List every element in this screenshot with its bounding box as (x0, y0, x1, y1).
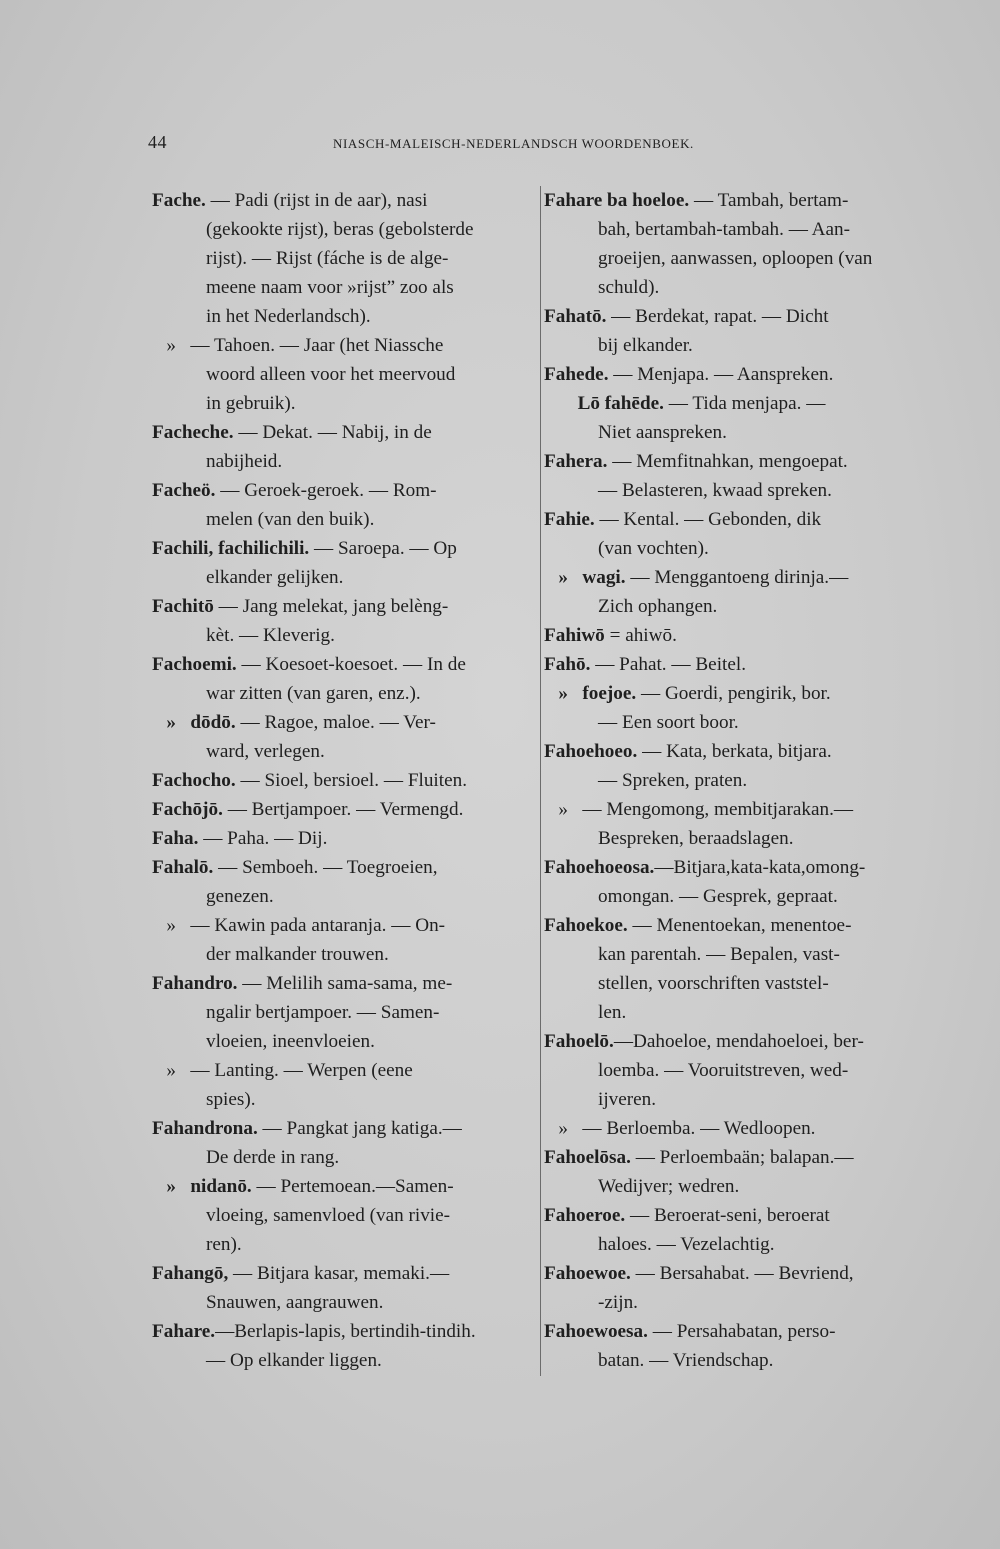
entry-text: — Kental. — Gebonden, dik (594, 509, 822, 530)
headword: Fache. (152, 190, 206, 211)
entry-text: —Berlapis-lapis, bertindih-tindih. (215, 1321, 476, 1342)
entry-line (544, 795, 932, 824)
entry-text: omongan. — Gesprek, gepraat. (598, 886, 838, 907)
entry-line (152, 215, 540, 244)
headword: Fahoelō. (544, 1031, 614, 1052)
entry-line (152, 940, 540, 969)
headword: Fahiwō (544, 625, 605, 646)
entry-line (544, 998, 932, 1027)
entry-text: ward, verlegen. (206, 741, 325, 762)
entry-text: — Belasteren, kwaad spreken. (598, 480, 832, 501)
headword: Fahoewoesa. (544, 1321, 648, 1342)
entry-line (544, 534, 932, 563)
entry-line (544, 737, 932, 766)
entry-text: — Bertjampoer. — Vermengd. (222, 799, 464, 820)
headword: Lō fahēde. (544, 393, 664, 414)
headword: Fahare ba hoeloe. (544, 190, 690, 211)
entry-line (152, 795, 540, 824)
entry-line (544, 1201, 932, 1230)
entry-line (152, 882, 540, 911)
headword: Fahatō. (544, 306, 607, 327)
entry-text: groeijen, aanwassen, oploopen (van (598, 248, 873, 269)
entry-text: — Paha. — Dij. (198, 828, 328, 849)
left-column (152, 186, 540, 1375)
entry-line (152, 1317, 540, 1346)
headword: » foejoe. (544, 683, 637, 704)
entry-line (152, 1027, 540, 1056)
entry-line (152, 505, 540, 534)
entry-text: vloeing, samenvloed (van rivie- (206, 1205, 451, 1226)
entry-line (152, 534, 540, 563)
entry-text: — Padi (rijst in de aar), nasi (205, 190, 428, 211)
entry-text: (gekookte rijst), beras (gebolsterde (206, 219, 474, 240)
entry-text: — Spreken, praten. (598, 770, 748, 791)
entry-text: in gebruik). (206, 393, 296, 414)
entry-line (544, 360, 932, 389)
entry-line (544, 1027, 932, 1056)
entry-text: schuld). (598, 277, 660, 298)
page-number: 44 (148, 132, 167, 152)
entry-text: loemba. — Vooruitstreven, wed- (598, 1060, 849, 1081)
entry-line (152, 679, 540, 708)
entry-text: ngalir bertjampoer. — Samen- (206, 1002, 440, 1023)
entry-text: kan parentah. — Bepalen, vast- (598, 944, 840, 965)
entry-line (152, 737, 540, 766)
entry-line (544, 1346, 932, 1375)
headword: Fahoeroe. (544, 1205, 626, 1226)
headword: Fahoewoe. (544, 1263, 631, 1284)
entry-text: Wedijver; wedren. (598, 1176, 740, 1197)
entry-text: — Perloembaän; balapan.— (630, 1147, 854, 1168)
entry-line (544, 1259, 932, 1288)
entry-line (544, 1172, 932, 1201)
entry-line (544, 1085, 932, 1114)
right-column (544, 186, 932, 1375)
entry-text: — Kata, berkata, bitjara. (637, 741, 832, 762)
entry-text: der malkander trouwen. (206, 944, 389, 965)
entry-line (544, 1230, 932, 1259)
entry-line (544, 766, 932, 795)
entry-text: — Beroerat-seni, beroerat (625, 1205, 830, 1226)
entry-text: Snauwen, aangrauwen. (206, 1292, 384, 1313)
entry-line (152, 592, 540, 621)
entry-line (152, 1288, 540, 1317)
headword: Fachocho. (152, 770, 236, 791)
headword: Fahare. (152, 1321, 216, 1342)
entry-text: — Ragoe, maloe. — Ver- (235, 712, 436, 733)
entry-text: » — Lanting. — Werpen (eene (152, 1060, 413, 1081)
entry-line (544, 708, 932, 737)
entry-line (152, 360, 540, 389)
headword: Fahoehoeo. (544, 741, 638, 762)
entry-text: len. (598, 1002, 627, 1023)
headword: Fahangō, (152, 1263, 229, 1284)
entry-line (152, 853, 540, 882)
entry-text: — Tambah, bertam- (689, 190, 849, 211)
entry-text: — Sioel, bersioel. — Fluiten. (235, 770, 467, 791)
headword: Facheö. (152, 480, 216, 501)
entry-text: bah, bertambah-tambah. — Aan- (598, 219, 851, 240)
entry-text: meene naam voor »rijst” zoo als (206, 277, 454, 298)
column-divider (540, 186, 541, 1376)
entry-text: — Pertemoean.—Samen- (251, 1176, 454, 1197)
headword: » dōdō. (152, 712, 236, 733)
entry-text: — Geroek-geroek. — Rom- (215, 480, 437, 501)
entry-line (152, 331, 540, 360)
entry-line (544, 563, 932, 592)
entry-text: in het Nederlandsch). (206, 306, 371, 327)
headword: Fahoelōsa. (544, 1147, 631, 1168)
entry-line (152, 911, 540, 940)
entry-line (544, 1143, 932, 1172)
entry-line (544, 505, 932, 534)
headword: Fahoekoe. (544, 915, 628, 936)
entry-text: » — Tahoen. — Jaar (het Niassche (152, 335, 444, 356)
entry-line (152, 389, 540, 418)
running-head (148, 132, 748, 156)
entry-line (152, 1346, 540, 1375)
entry-text: — Bersahabat. — Bevriend, (630, 1263, 854, 1284)
entry-line (152, 1201, 540, 1230)
headword: Facheche. (152, 422, 234, 443)
entry-line (152, 621, 540, 650)
entry-line (152, 1172, 540, 1201)
entry-line (152, 766, 540, 795)
headword: Fahandrona. (152, 1118, 258, 1139)
entry-text: nabijheid. (206, 451, 283, 472)
entry-line (544, 1114, 932, 1143)
headword: Fahera. (544, 451, 608, 472)
entry-line (544, 215, 932, 244)
entry-text: De derde in rang. (206, 1147, 340, 1168)
entry-line (152, 1085, 540, 1114)
headword: Fahoehoeosa. (544, 857, 655, 878)
entry-line (544, 418, 932, 447)
entry-line (544, 186, 932, 215)
entry-line (152, 824, 540, 853)
entry-line (152, 302, 540, 331)
entry-line (544, 853, 932, 882)
entry-text: — Jang melekat, jang belèng- (213, 596, 449, 617)
entry-line (544, 911, 932, 940)
entry-text: —Dahoeloe, mendahoeloei, ber- (613, 1031, 864, 1052)
entry-text: batan. — Vriendschap. (598, 1350, 774, 1371)
entry-line (152, 1230, 540, 1259)
entry-text: stellen, voorschriften vaststel- (598, 973, 829, 994)
entry-text: — Pahat. — Beitel. (590, 654, 746, 675)
entry-text: — Tida menjapa. — (663, 393, 826, 414)
entry-line (544, 650, 932, 679)
entry-text: (van vochten). (598, 538, 709, 559)
entry-text: — Bitjara kasar, memaki.— (228, 1263, 450, 1284)
entry-text: rijst). — Rijst (fáche is de alge- (206, 248, 449, 269)
entry-text: —Bitjara,kata-kata,omong- (654, 857, 866, 878)
entry-line (544, 447, 932, 476)
entry-line (544, 592, 932, 621)
entry-text: — Menentoekan, menentoe- (627, 915, 852, 936)
headword: Fahandro. (152, 973, 238, 994)
headword: Fachōjō. (152, 799, 223, 820)
entry-line (152, 998, 540, 1027)
entry-text: — Koesoet-koesoet. — In de (236, 654, 466, 675)
entry-text: » — Mengomong, membitjarakan.— (544, 799, 854, 820)
headword: Fachoemi. (152, 654, 237, 675)
entry-text: melen (van den buik). (206, 509, 375, 530)
entry-line (544, 679, 932, 708)
entry-line (152, 650, 540, 679)
entry-line (544, 273, 932, 302)
entry-line (152, 244, 540, 273)
entry-line (152, 563, 540, 592)
entry-line (544, 940, 932, 969)
entry-line (544, 476, 932, 505)
headword: Fachili, fachilichili. (152, 538, 310, 559)
headword: Fahede. (544, 364, 609, 385)
entry-line (152, 273, 540, 302)
entry-text: = ahiwō. (604, 625, 677, 646)
entry-text: elkander gelijken. (206, 567, 344, 588)
entry-text: — Saroepa. — Op (309, 538, 457, 559)
entry-text: haloes. — Vezelachtig. (598, 1234, 775, 1255)
entry-text: woord alleen voor het meervoud (206, 364, 456, 385)
entry-line (544, 969, 932, 998)
entry-text: genezen. (206, 886, 274, 907)
entry-text: — Memfitnahkan, mengoepat. (607, 451, 848, 472)
entry-text: — Een soort boor. (598, 712, 739, 733)
entry-line (544, 1056, 932, 1085)
entry-line (544, 1317, 932, 1346)
entry-line (152, 1259, 540, 1288)
entry-line (152, 969, 540, 998)
headword: Fahalō. (152, 857, 214, 878)
entry-text: Bespreken, beraadslagen. (598, 828, 794, 849)
entry-text: spies). (206, 1089, 256, 1110)
entry-text: Niet aanspreken. (598, 422, 727, 443)
entry-line (152, 418, 540, 447)
entry-line (544, 1288, 932, 1317)
entry-text: vloeien, ineenvloeien. (206, 1031, 375, 1052)
entry-line (544, 244, 932, 273)
entry-line (152, 476, 540, 505)
entry-text: — Pangkat jang katiga.— (257, 1118, 462, 1139)
entry-text: bij elkander. (598, 335, 693, 356)
headword: Fachitō (152, 596, 214, 617)
page-header-title: NIASCH-MALEISCH-NEDERLANDSCH WOORDENBOEK. (333, 136, 694, 151)
entry-line (544, 621, 932, 650)
entry-line (152, 1114, 540, 1143)
headword: » nidanō. (152, 1176, 252, 1197)
entry-text: -zijn. (598, 1292, 638, 1313)
headword: » wagi. (544, 567, 626, 588)
entry-text: » — Kawin pada antaranja. — On- (152, 915, 446, 936)
entry-text: — Berdekat, rapat. — Dicht (606, 306, 829, 327)
entry-line (152, 186, 540, 215)
entry-line (544, 389, 932, 418)
entry-text: » — Berloemba. — Wedloopen. (544, 1118, 816, 1139)
entry-line (152, 447, 540, 476)
entry-text: — Menggantoeng dirinja.— (625, 567, 849, 588)
entry-text: — Persahabatan, perso- (647, 1321, 836, 1342)
entry-text: kèt. — Kleverig. (206, 625, 335, 646)
entry-line (152, 1143, 540, 1172)
entry-text: war zitten (van garen, enz.). (206, 683, 421, 704)
entry-text: — Semboeh. — Toegroeien, (213, 857, 438, 878)
headword: Fahō. (544, 654, 591, 675)
entry-line (544, 331, 932, 360)
entry-text: — Dekat. — Nabij, in de (233, 422, 432, 443)
entry-line (544, 882, 932, 911)
entry-text: — Goerdi, pengirik, bor. (636, 683, 831, 704)
entry-line (544, 824, 932, 853)
entry-text: — Menjapa. — Aanspreken. (608, 364, 834, 385)
headword: Faha. (152, 828, 199, 849)
entry-line (544, 302, 932, 331)
entry-text: — Op elkander liggen. (206, 1350, 382, 1371)
entry-text: ijveren. (598, 1089, 657, 1110)
entry-text: ren). (206, 1234, 242, 1255)
entry-text: — Melilih sama-sama, me- (237, 973, 453, 994)
entry-text: Zich ophangen. (598, 596, 718, 617)
headword: Fahie. (544, 509, 595, 530)
entry-line (152, 1056, 540, 1085)
entry-line (152, 708, 540, 737)
